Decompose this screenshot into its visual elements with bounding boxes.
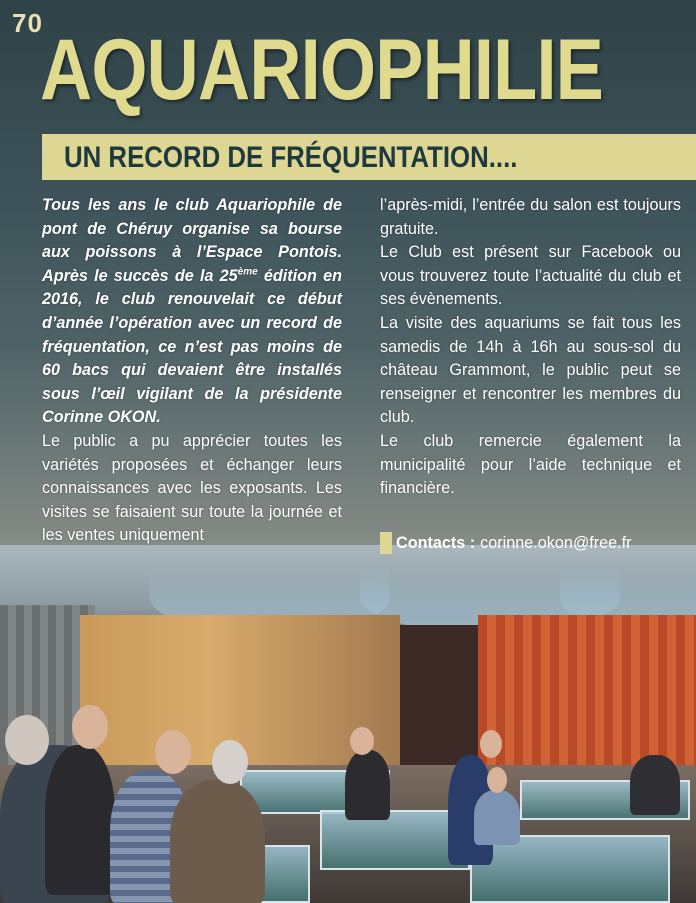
contacts-label: Contacts : [396,534,476,552]
visitor [474,790,520,845]
article-paragraph: Le public a pu apprécier toutes les variétés proposées et échanger leurs connaissances avec les exposants. Les visites se faisaient sur toute la journée et les ventes uniquement [42,431,342,545]
visitor-head [155,730,191,774]
article-paragraph: La visite des aquariums se fait tous les samedis de 14h à 16h au sous-sol du château Grammont, le public peut se renseigner et rencontrer les membres du club. [380,313,681,427]
article-paragraph: Le club remercie également la municipalité pour l’aide technique et financière. [380,431,681,498]
visitor-head [72,705,108,749]
visitor-head [480,730,502,758]
visitor [345,750,390,820]
intro-text-start: Tous les ans le club Aquariophile de pont de Chéruy organise sa bourse aux poissons à l’Espace Pontois. Après le succès de la 25 [42,196,342,285]
visitor-head [212,740,248,784]
article-paragraph: l’après-midi, l’entrée du salon est toujours gratuite. [380,196,681,238]
intro-text-end: édition en 2016, le club renouvelait ce début d’année l’opération avec un record de fréquentation, ce n’est pas moins de 60 bacs qui devaient être installés sous l’œil vigilant de la présidente Corinne OKON. [42,266,343,427]
contacts-line [380,530,632,556]
article-column-left [42,194,342,548]
contacts-email[interactable]: corinne.okon@free.fr [480,534,632,552]
article-subtitle: UN RECORD DE FRÉQUENTATION.... [64,141,518,174]
photo-stage [400,625,480,775]
visitor [45,745,115,895]
visitor-head [487,767,507,793]
article-paragraph: Le Club est présent sur Facebook ou vous trouverez toute l’actualité du club et ses évènements. [380,243,681,309]
visitor-head [350,727,374,755]
visitor [170,780,265,903]
visitor [630,755,680,815]
visitor-head [5,715,49,765]
article-intro [42,194,342,430]
contacts-marker [380,532,392,554]
intro-superscript: ème [237,266,258,278]
article-column-right [380,194,681,501]
page-number: 70 [12,8,43,38]
exhibition-hall-photo [0,545,696,903]
page-title: AQUARIOPHILIE [40,22,604,118]
aquarium-tank [470,835,670,903]
